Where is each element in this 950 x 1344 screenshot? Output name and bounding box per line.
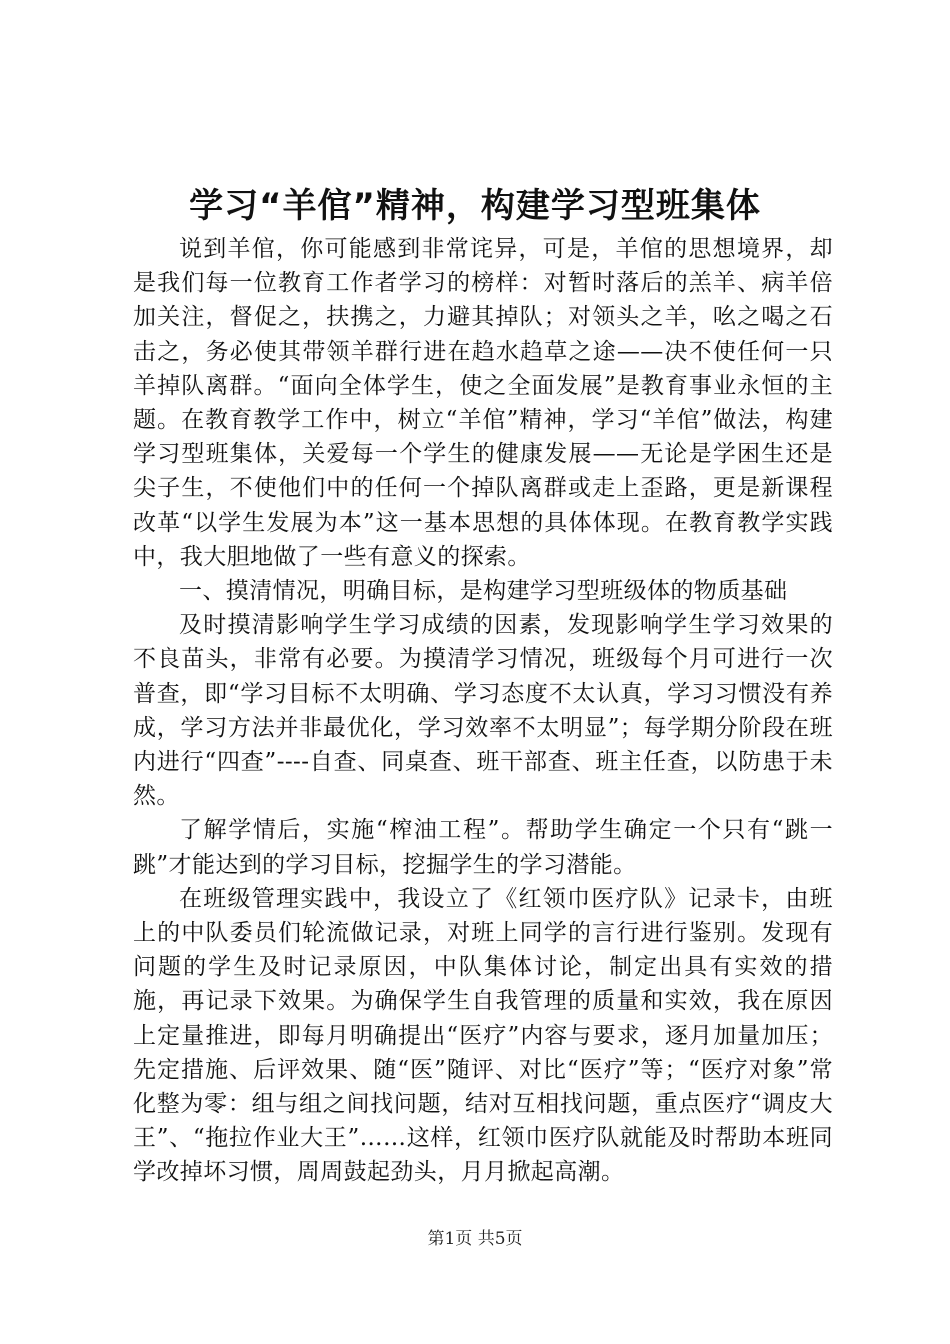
document-body [133,232,833,1190]
body-paragraph: 在班级管理实践中，我设立了《红领巾医疗队》记录卡，由班上的中队委员们轮流做记录，对班上同学的言行进行鉴别。发现有问题的学生及时记录原因，中队集体讨论，制定出具有实效的措施，再记录下效果。为确保学生自我管理的质量和实效，我在原因上定量推进，即每月明确提出“医疗”内容与要求，逐月加量加压；先定措施、后评效果、随“医”随评、对比“医疗”等；“医疗对象”常化整为零：组与组之间找问题，结对互相找问题，重点医疗“调皮大王”、“拖拉作业大王”……这样，红领巾医疗队就能及时帮助本班同学改掉坏习惯，周周鼓起劲头，月月掀起高潮。 [133,885,833,1186]
page-number-footer: 第1页 共5页 [427,1229,523,1249]
body-paragraph: 及时摸清影响学生学习成绩的因素，发现影响学生学习效果的不良苗头，非常有必要。为摸清学习情况，班级每个月可进行一次普查，即“学习目标不太明确、学习态度不太认真，学习习惯没有养成，学习方法并非最优化，学习效率不太明显”；每学期分阶段在班内进行“四查”----自查、同桌查、班干部查、班主任查，以防患于未然。 [133,612,833,810]
section-heading: 一、摸清情况，明确目标，是构建学习型班级体的物质基础 [179,578,788,605]
body-paragraph: 了解学情后，实施“榨油工程”。帮助学生确定一个只有“跳一跳”才能达到的学习目标，挖掘学生的学习潜能。 [133,817,833,878]
body-paragraph: 说到羊倌，你可能感到非常诧异，可是，羊倌的思想境界，却是我们每一位教育工作者学习的榜样：对暂时落后的羔羊、病羊倍加关注，督促之，扶携之，力避其掉队；对领头之羊，吆之喝之石击之，务必使其带领羊群行进在趋水趋草之途——决不使任何一只羊掉队离群。“面向全体学生，使之全面发展”是教育事业永恒的主题。在教育教学工作中，树立“羊倌”精神，学习“羊倌”做法，构建学习型班集体，关爱每一个学生的健康发展——无论是学困生还是尖子生，不使他们中的任何一个掉队离群或走上歪路，更是新课程改革“以学生发展为本”这一基本思想的具体体现。在教育教学实践中，我大胆地做了一些有意义的探索。 [133,236,833,570]
document-title: 学习“羊倌”精神，构建学习型班集体 [189,186,761,226]
